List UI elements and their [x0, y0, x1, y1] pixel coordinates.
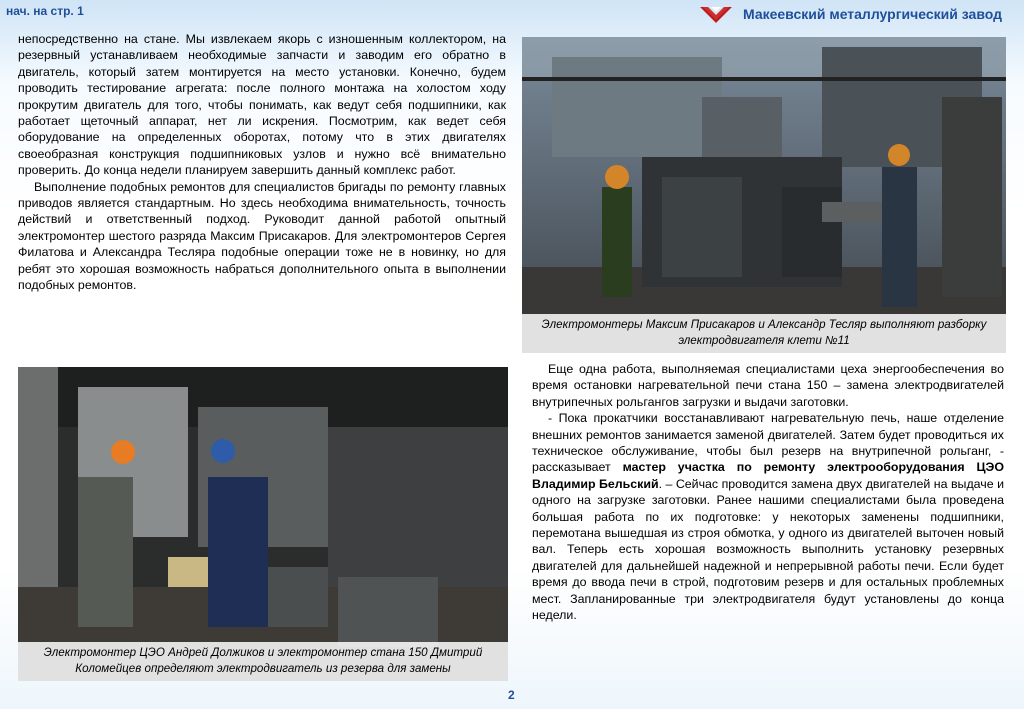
paragraph: Еще одна работа, выполняемая специалистами цеха энергообеспечения во время остановки нагревательной печи стана 150 – замена электродвигателей внутрипечных рольгангов загрузки и выдачи заготовки.	[532, 362, 1004, 409]
paragraph: Выполнение подобных ремонтов для специалистов бригады по ремонту главных приводов является стандартным. Но здесь необходима внимательность, точность действий и ответственный подход. Руководит данной работой опытный электромонтер шестого разряда Максим Присакаров. Для электромонтеров Сергея Филатова и Александра Тесляра подобные операции тоже не в новинку, но для ребят это хорошая возможность набраться дополнительного опыта в выполнении подобных ремонтов.	[18, 179, 506, 293]
photo-reserve-motors	[18, 367, 508, 681]
photo-motor-disassembly	[522, 37, 1006, 353]
brand-logo-icon	[697, 3, 735, 25]
warehouse-photo-image	[18, 367, 508, 681]
photo-caption: Электромонтеры Максим Присакаров и Александр Тесляр выполняют разборку электродвигателя клети №11	[522, 314, 1006, 353]
article-column-left	[18, 31, 506, 294]
page-number: 2	[508, 688, 515, 702]
quote-body: . – Сейчас проводится замена двух двигателей на выдаче и одного на загрузке заготовки. Ранее нашими специалистами была проведена большая работа по их подготовке: у некоторых заменены подшипники, перемотана вышедшая из строя обмотка, у одного из двигателей выточен новый вал. Теперь есть хорошая возможность выполнить установку резервных двигателей для дальнейшей надежной и непрерывной работы печи. Если будет время до ввода печи в строй, подготовим резерв и для остальных проблемных мест. Запланированные три электродвигателя будут установлены до конца недели.	[532, 476, 1005, 623]
continued-from-page-1: нач. на стр. 1	[6, 4, 84, 18]
factory-photo-image	[522, 37, 1006, 353]
paragraph-quote	[532, 410, 1004, 623]
speaker-name: мастер участка по ремонту электрооборудования ЦЭО Владимир Бельский	[532, 460, 1004, 491]
paragraph: непосредственно на стане. Мы извлекаем якорь с изношенным коллектором, на резервный устанавливаем необходимые запчасти и заводим его обратно в двигатель, который затем монтируется на место установки. Конечно, будем проводить тестирование агрегата: после полного монтажа на холостом ходу прокрутим двигатель для того, чтобы понимать, как ведут себя подшипники, как работает щеточный аппарат, нет ли искрения. Посмотрим, как ведет себя оборудование на определенных оборотах, потому что в этих двигателях своеобразная конструкция подшипниковых узлов и нужно всё внимательно проверить. До конца недели планируем завершить данный комплекс работ.	[18, 32, 506, 178]
photo-caption: Электромонтер ЦЭО Андрей Должиков и электромонтер стана 150 Дмитрий Коломейцев определяют электродвигатель из резерва для замены	[18, 642, 508, 681]
article-column-right	[532, 361, 1004, 624]
quote-intro: - Пока прокатчики восстанавливают нагревательную печь, наше отделение внешних ремонтов занимается заменой двигателей. Затем будет проводиться их техническое обслуживание, чтобы был резерв на внутрипечной рольганг, - рассказывает	[532, 411, 1004, 475]
brand-name: Макеевский металлургический завод	[742, 6, 1002, 22]
brand-header	[697, 3, 1002, 25]
